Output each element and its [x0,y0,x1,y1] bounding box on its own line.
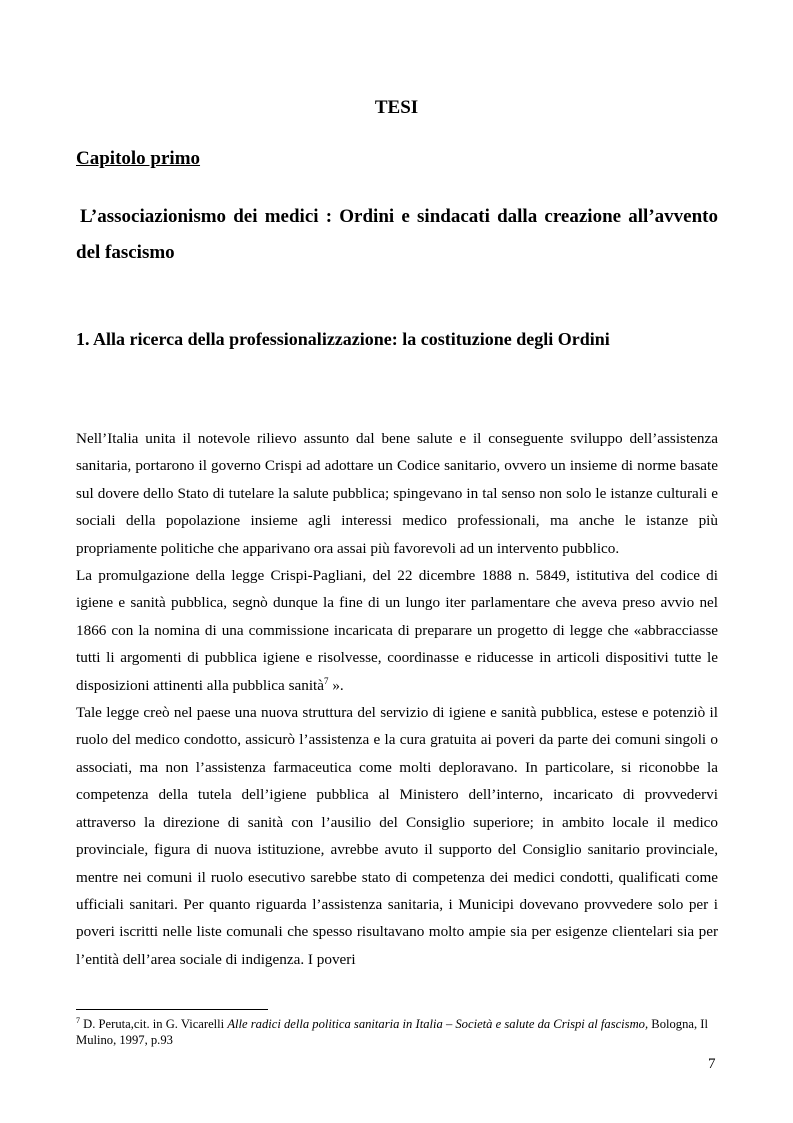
footnote [76,1016,718,1048]
paragraph-3: Tale legge creò nel paese una nuova struttura del servizio di igiene e sanità pubblica, estese e potenziò il ruolo del medico condotto, assicurò l’assistenza e la cura gratuita ai poveri da parte dei comuni singoli o associati, ma non l’assistenza farmaceutica come molti deploravano. In particolare, si riconobbe la competenza della tutela dell’igiene pubblica al Ministero dell’interno, incaricato di provvedervi attraverso la direzione di sanità con l’ausilio del Consiglio superiore; in ambito locale il medico provinciale, figura di nuova istituzione, avrebbe avuto il supporto del Consiglio sanitario provinciale, mentre nei comuni il ruolo esecutivo sarebbe stato di competenza dei medici condotti, qualificati come ufficiali sanitari. Per quanto riguarda l’assistenza sanitaria, i Municipi dovevano provvedere solo per i poveri iscritti nelle liste comunali che spesso risultavano molto ampie sia per esigenze clientelari sia per l’entità dell’area sociale di indigenza. I poveri [76,704,718,968]
section-heading: 1. Alla ricerca della professionalizzazione: la costituzione degli Ordini [76,329,610,349]
paragraph-2-end: ». [328,676,344,694]
body-text [76,425,718,973]
chapter-title: L’associazionismo dei medici : Ordini e sindacati dalla creazione all’avvento del fascismo [76,206,718,263]
paragraph-2 [76,562,718,699]
footnote-number: 7 [76,1016,80,1025]
paragraph-2-text: La promulgazione della legge Crispi-Pagliani, del 22 dicembre 1888 n. 5849, istitutiva del codice di igiene e sanità pubblica, segnò dunque la fine di un lungo iter parlamentare che aveva preso avvio nel 1866 con la nomina di una commissione incaricata di preparare un progetto di legge che «abbracciasse tutti li argomenti di pubblica igiene e risolvesse, coordinasse e riducesse in articoli dispositivi tutte le disposizioni attinenti alla pubblica sanità [76,567,718,694]
footnote-publisher: Bologna, Il Mulino, 1997, p.93 [76,1017,708,1047]
footnote-text: D. Peruta,cit. in G. Vicarelli [80,1017,228,1031]
footnote-italic-title: Alle radici della politica sanitaria in Italia – Società e salute da Crispi al fascismo, [227,1017,649,1031]
document-title: TESI [374,97,419,118]
footnote-reference[interactable]: 7 [324,675,329,686]
chapter-heading: Capitolo primo [76,148,201,169]
footnote-separator [76,1009,268,1010]
paragraph-1: Nell’Italia unita il notevole rilievo assunto dal bene salute e il conseguente sviluppo dell’assistenza sanitaria, portarono il governo Crispi ad adottare un Codice sanitario, ovvero un insieme di norme basate sul dovere dello Stato di tutelare la salute pubblica; spingevano in tal senso non solo le istanze culturali e sociali della popolazione insieme agli interessi medico professionali, ma anche le istanze più propriamente politiche che apparivano ora assai più favorevoli ad un intervento pubblico. [76,430,718,557]
page-number: 7 [708,1056,716,1072]
